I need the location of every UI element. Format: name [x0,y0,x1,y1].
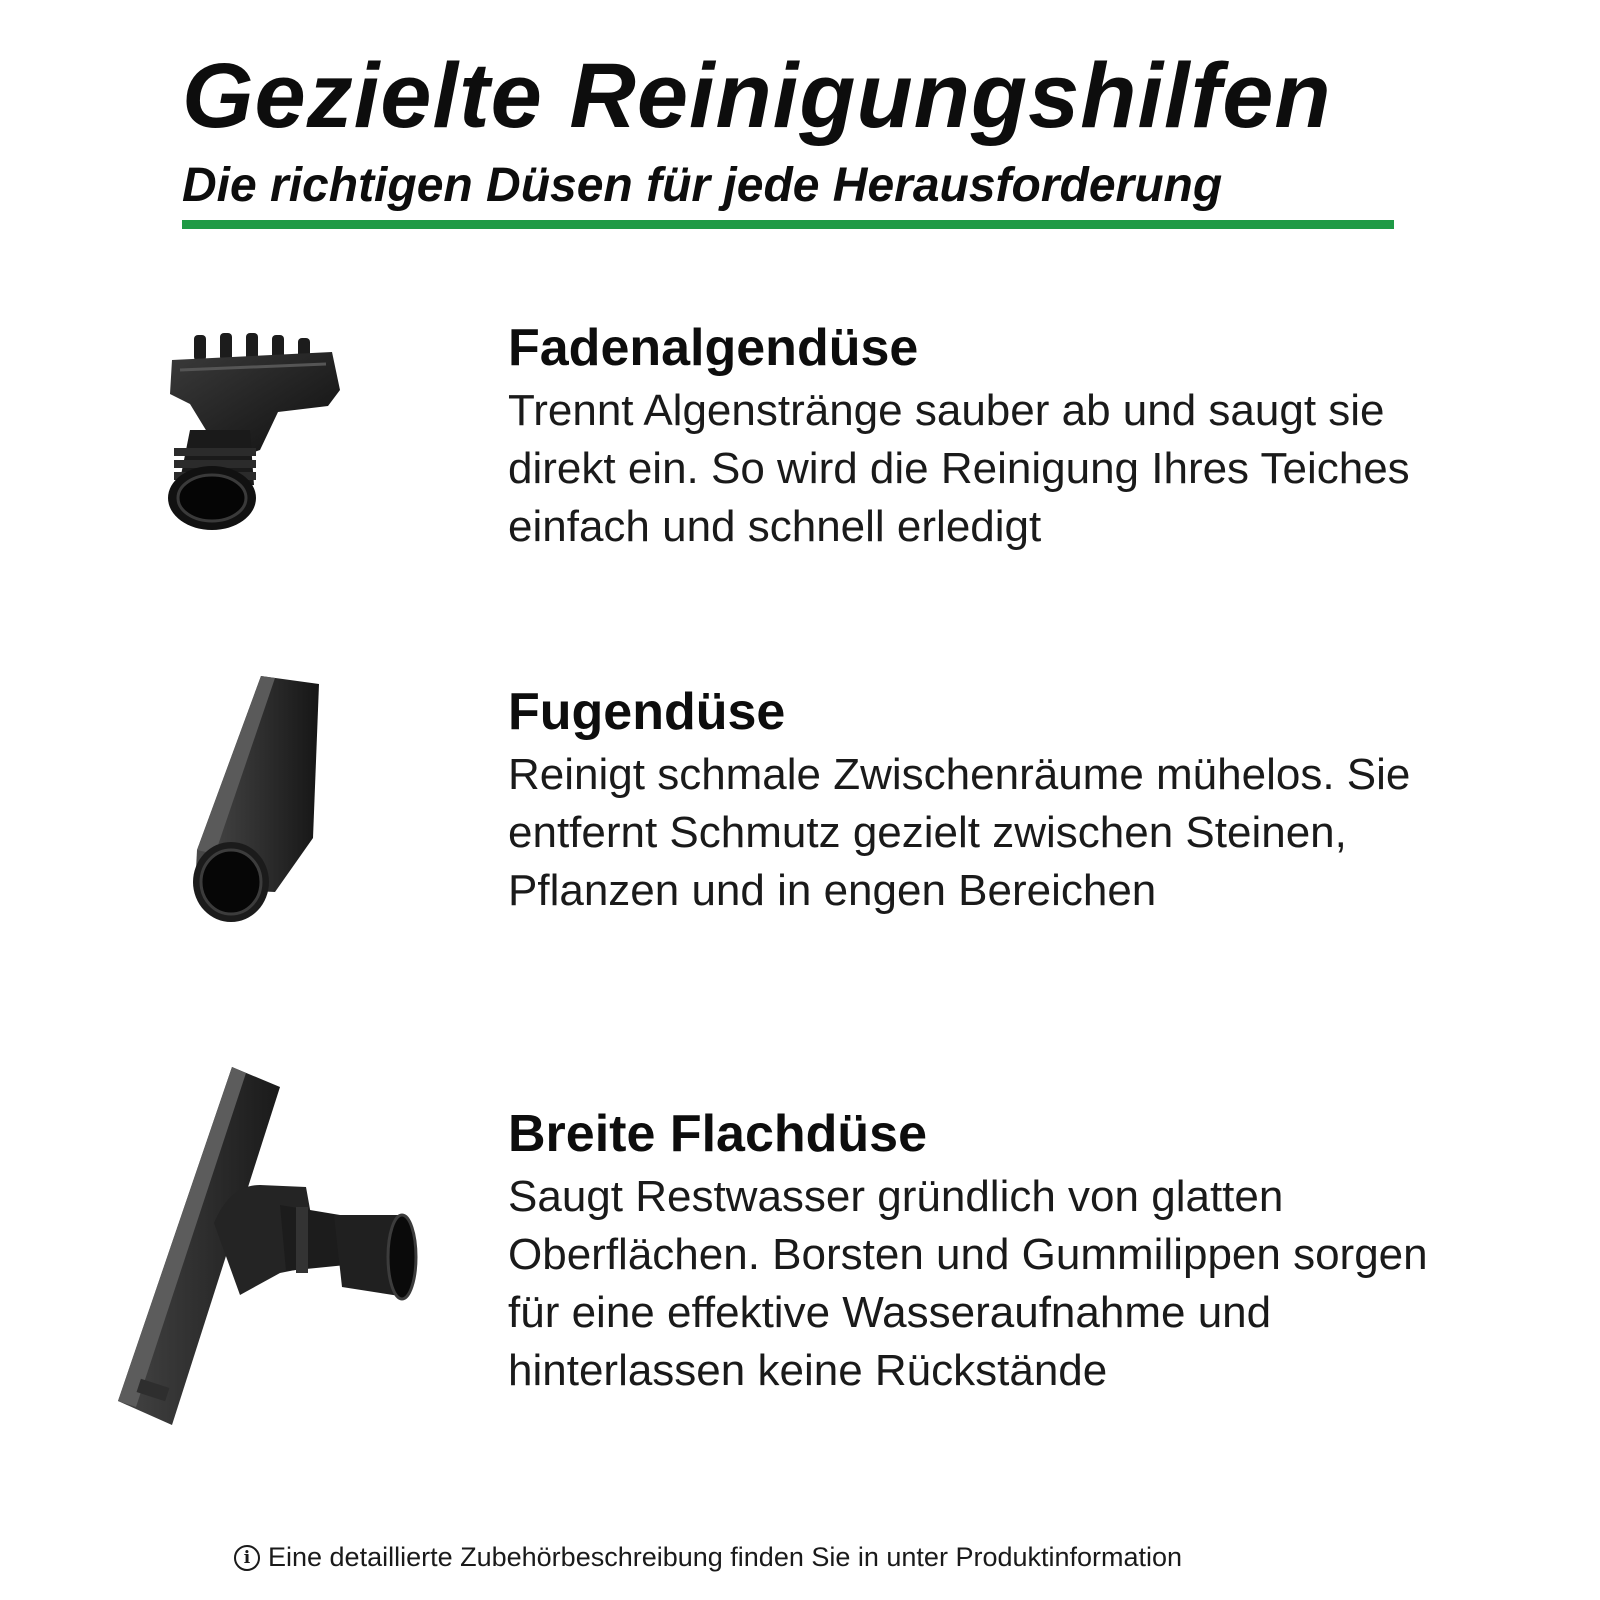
wide-flat-nozzle-icon [110,1065,420,1435]
description-line: Saugt Restwasser gründlich von glatten [508,1172,1284,1221]
description-line: für eine effektive Wasseraufnahme und [508,1288,1272,1337]
info-icon: i [234,1545,260,1571]
description-line: Reinigt schmale Zwischenräume mühelos. Sie [508,750,1411,799]
description-line: direkt ein. So wird die Reinigung Ihres Teiches [508,444,1410,493]
footer-note [234,1542,1182,1573]
item-title-breite-flachduese: Breite Flachdüse [508,1105,928,1163]
subtitle-underline [182,220,1394,229]
page-subtitle: Die richtigen Düsen für jede Herausforderung [182,159,1223,212]
item-description-fugenduese [508,746,1568,920]
item-title-fadenalgenduese: Fadenalgendüse [508,319,919,377]
description-line: Pflanzen und in engen Bereichen [508,866,1157,915]
item-title-fugenduese: Fugendüse [508,683,786,741]
description-line: Oberflächen. Borsten und Gummilippen sorgen [508,1230,1428,1279]
description-line: einfach und schnell erledigt [508,502,1042,551]
footer-text: Eine detaillierte Zubehörbeschreibung finden Sie in unter Produktinformation [268,1542,1183,1572]
description-line: entfernt Schmutz gezielt zwischen Steinen, [508,808,1347,857]
description-line: hinterlassen keine Rückstände [508,1346,1108,1395]
crevice-nozzle-icon [185,670,325,930]
page-title: Gezielte Reinigungshilfen [182,45,1332,147]
item-description-breite-flachduese [508,1168,1568,1400]
item-description-fadenalgenduese [508,382,1568,556]
thread-algae-nozzle-icon [150,330,350,535]
description-line: Trennt Algenstränge sauber ab und saugt sie [508,386,1385,435]
